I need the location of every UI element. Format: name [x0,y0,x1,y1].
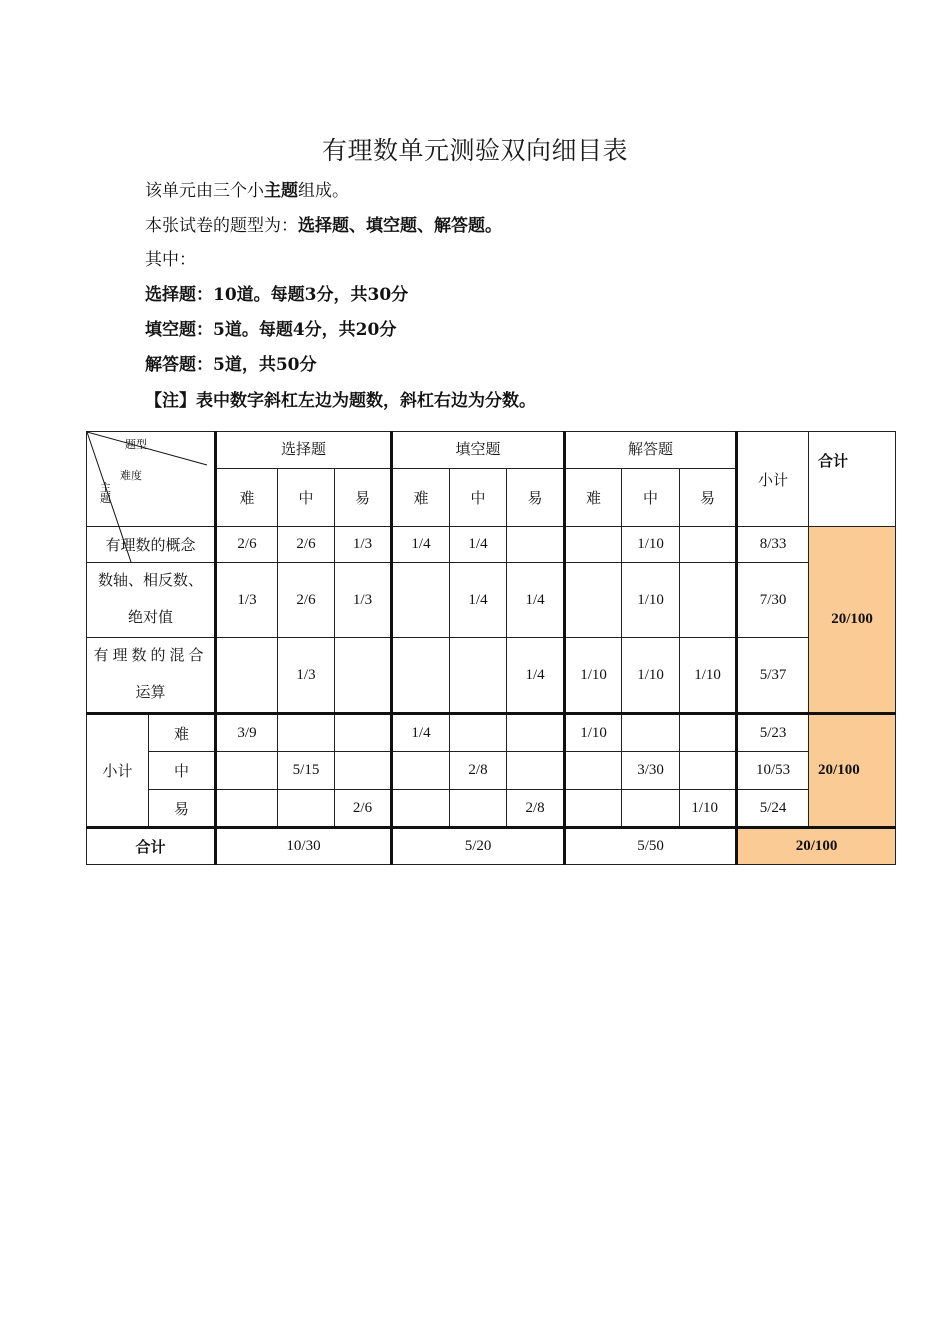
table-cell [565,790,622,828]
total-row-label: 合计 [87,828,216,865]
level-header: 难 [392,469,450,527]
total-answer: 5/50 [565,828,737,865]
table-cell: 2/8 [450,752,507,790]
table-cell: 1/4 [392,714,450,752]
intro-line-answer: 解答题：5道，共50分 [145,355,317,375]
table-cell [216,752,278,790]
table-cell: 1/10 [680,790,737,828]
row-subtotal: 8/33 [737,527,809,563]
table-cell: 2/8 [507,790,565,828]
table-cell [680,714,737,752]
level-header: 中 [450,469,507,527]
table-cell: 3/9 [216,714,278,752]
diff-level: 难 [149,714,216,752]
table-cell [507,752,565,790]
table-cell: 1/10 [680,638,737,714]
diff-level: 中 [149,752,216,790]
table-cell: 1/4 [507,638,565,714]
topic-name: 有理数的概念 [87,527,216,563]
topic-name: 有理数的混合 运算 [87,638,216,714]
table-cell [450,638,507,714]
level-header: 易 [507,469,565,527]
table-cell [392,790,450,828]
topics-total: 20/100 [809,527,896,714]
header-fill: 填空题 [392,432,565,469]
table-cell: 1/10 [622,563,680,638]
topic-name: 数轴、相反数、 绝对值 [87,563,216,638]
table-cell: 1/3 [278,638,335,714]
table-cell: 1/10 [565,714,622,752]
intro-note: 【注】表中数字斜杠左边为题数，斜杠右边为分数。 [145,391,536,411]
header-subtotal: 小计 [737,432,809,527]
level-header: 中 [622,469,680,527]
page-title: 有理数单元测验双向细目表 [321,136,628,165]
table-cell [507,527,565,563]
corner-topic-label-2: 题 [100,492,111,505]
intro-line-among: 其中： [145,250,196,270]
table-cell: 1/3 [335,563,392,638]
corner-type-label: 题型 [125,438,147,451]
header-choice: 选择题 [216,432,392,469]
row-subtotal: 7/30 [737,563,809,638]
table-cell: 2/6 [335,790,392,828]
total-fill: 5/20 [392,828,565,865]
table-cell: 1/4 [450,563,507,638]
table-cell: 1/10 [622,527,680,563]
intro-line-topics: 该单元由三个小主题组成。 [145,181,349,201]
table-cell [450,714,507,752]
table-row [87,563,896,638]
intro-line-fill: 填空题：5道。每题4分，共20分 [145,320,397,340]
corner-topic-label-1: 主 [100,481,111,494]
table-cell [392,563,450,638]
table-cell [392,752,450,790]
level-header: 难 [565,469,622,527]
table-row [87,752,896,790]
row-subtotal: 5/37 [737,638,809,714]
table-cell [680,527,737,563]
table-cell [216,790,278,828]
table-cell: 1/10 [565,638,622,714]
level-header: 中 [278,469,335,527]
table-cell: 1/4 [392,527,450,563]
table-row [87,638,896,714]
header-answer: 解答题 [565,432,737,469]
table-cell: 1/3 [216,563,278,638]
intro-line-types: 本张试卷的题型为：选择题、填空题、解答题。 [145,216,502,236]
table-cell [507,714,565,752]
table-cell: 5/15 [278,752,335,790]
table-cell [622,790,680,828]
level-header: 易 [335,469,392,527]
table-cell: 1/4 [450,527,507,563]
table-cell [216,638,278,714]
table-cell: 3/30 [622,752,680,790]
spec-table [86,431,896,865]
corner-difficulty-label: 难度 [120,469,142,482]
level-header: 难 [216,469,278,527]
subtotal-label: 小计 [87,714,149,828]
table-cell: 1/10 [622,638,680,714]
table-cell [392,638,450,714]
table-cell: 1/3 [335,527,392,563]
diff-level: 易 [149,790,216,828]
total-choice: 10/30 [216,828,392,865]
table-row [87,714,896,752]
table-cell [335,638,392,714]
table-cell [565,752,622,790]
table-cell [335,752,392,790]
table-cell: 2/6 [278,527,335,563]
table-cell [335,714,392,752]
table-cell: 2/6 [278,563,335,638]
intro-line-choice: 选择题：10道。每题3分，共30分 [145,285,409,305]
table-row [87,790,896,828]
grand-total: 20/100 [737,828,896,865]
row-subtotal: 5/23 [737,714,809,752]
header-total: 合计 [809,432,896,527]
table-cell [278,790,335,828]
diff-total: 20/100 [809,714,896,828]
table-cell [450,790,507,828]
table-row [87,828,896,865]
row-subtotal: 5/24 [737,790,809,828]
table-cell [680,752,737,790]
table-cell: 1/4 [507,563,565,638]
row-subtotal: 10/53 [737,752,809,790]
table-cell [680,563,737,638]
table-cell [565,527,622,563]
table-cell [622,714,680,752]
table-cell [565,563,622,638]
table-cell [278,714,335,752]
corner-cell [87,432,216,527]
table-cell: 2/6 [216,527,278,563]
level-header: 易 [680,469,737,527]
